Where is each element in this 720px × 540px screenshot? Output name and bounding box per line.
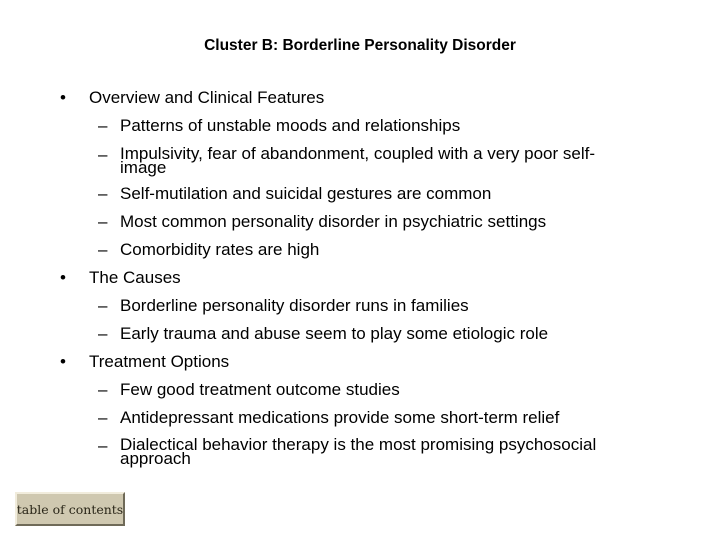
section-heading-treatment: Treatment Options (89, 352, 230, 371)
list-item: Self-mutilation and suicidal gestures are common (120, 184, 492, 203)
list-item: Few good treatment outcome studies (120, 380, 400, 399)
list-item: Patterns of unstable moods and relationships (120, 116, 461, 135)
dash-marker: – (98, 408, 108, 427)
dash-marker: – (98, 380, 108, 399)
list-item: Impulsivity, fear of abandonment, coupled with a very poor self-image (120, 144, 595, 177)
section-heading-causes: The Causes (89, 268, 181, 287)
section-heading-overview: Overview and Clinical Features (89, 88, 325, 107)
table-of-contents-label: table of contents (16, 501, 124, 517)
bullet-marker: • (60, 88, 66, 107)
dash-marker: – (98, 436, 108, 455)
dash-marker: – (98, 145, 108, 164)
dash-marker: – (98, 212, 108, 231)
list-item: Comorbidity rates are high (120, 240, 320, 259)
bullet-marker: • (60, 268, 66, 287)
list-item: Most common personality disorder in psychiatric settings (120, 212, 547, 231)
table-of-contents-button[interactable] (15, 492, 125, 526)
dash-marker: – (98, 240, 108, 259)
list-item: Antidepressant medications provide some short-term relief (120, 408, 560, 427)
dash-marker: – (98, 116, 108, 135)
bullet-marker: • (60, 352, 66, 371)
dash-marker: – (98, 324, 108, 343)
list-item: Borderline personality disorder runs in families (120, 296, 469, 315)
slide-title: Cluster B: Borderline Personality Disorder (204, 37, 516, 54)
list-item: Dialectical behavior therapy is the most promising psychosocial approach (120, 435, 597, 468)
dash-marker: – (98, 184, 108, 203)
list-item: Early trauma and abuse seem to play some etiologic role (120, 324, 549, 343)
dash-marker: – (98, 296, 108, 315)
